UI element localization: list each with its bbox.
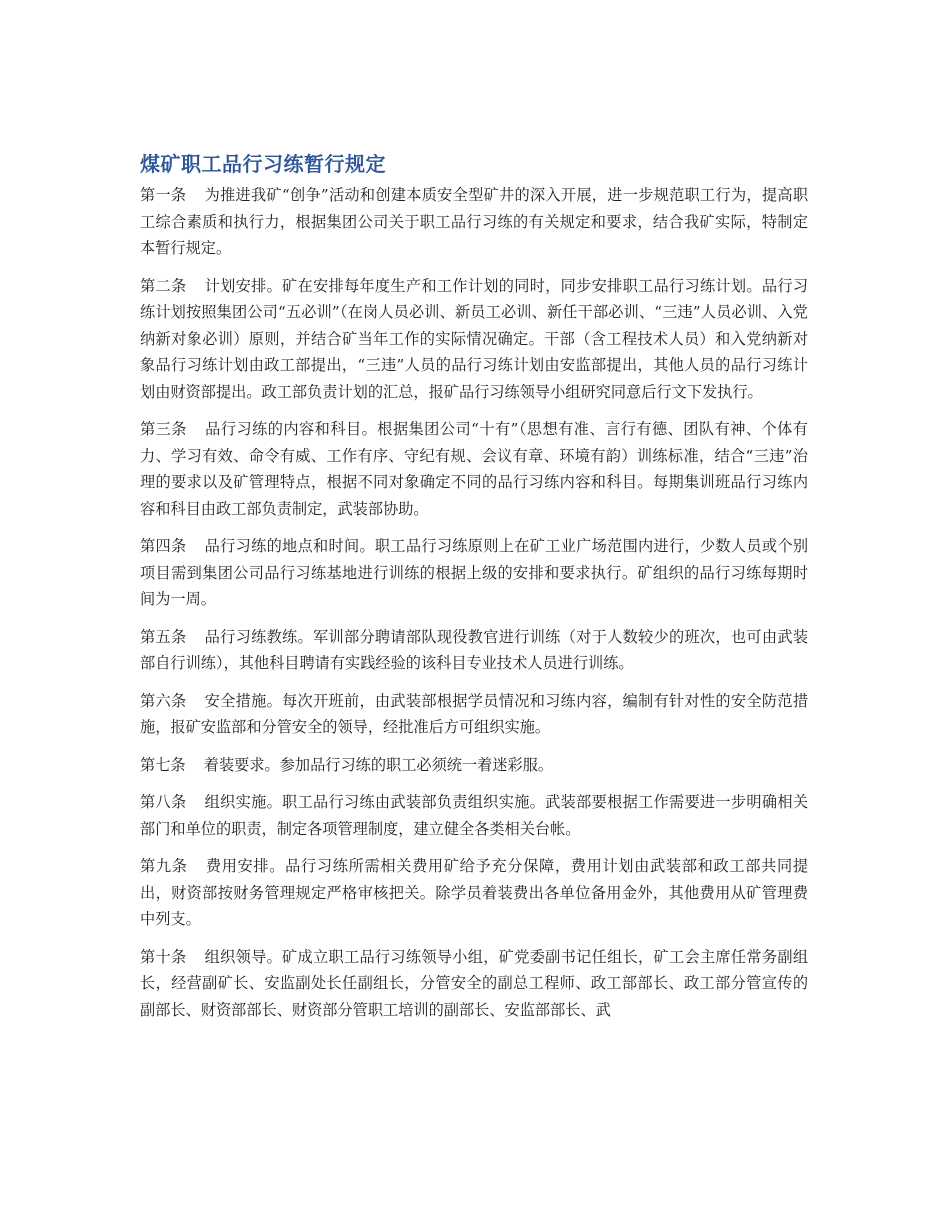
article-5: [140, 624, 808, 677]
document-title: 煤矿职工品行习练暂行规定: [140, 152, 386, 176]
article-text: 安全措施。每次开班前，由武装部根据学员情况和习练内容，编制有针对性的安全防范措施，报矿安监部和分管安全的领导，经批准后方可组织实施。: [140, 691, 809, 736]
article-2: [140, 273, 808, 406]
article-4: [140, 533, 808, 613]
article-text: 组织实施。职工品行习练由武装部负责组织实施。武装部要根据工作需要进一步明确相关部门和单位的职责，制定各项管理制度，建立健全各类相关台帐。: [140, 793, 809, 838]
article-1: [140, 182, 808, 262]
article-label: 第七条: [140, 755, 186, 774]
article-label: 第十条: [140, 947, 187, 966]
article-label: 第三条: [140, 420, 187, 438]
article-text: 品行习练教练。军训部分聘请部队现役教官进行训练（对于人数较少的班次，也可由武装部自行训练），其他科目聘请有实践经验的该科目专业技术人员进行训练。: [140, 627, 809, 672]
article-9: [140, 853, 808, 933]
article-10: [140, 944, 808, 1024]
article-text: 着装要求。参加品行习练的职工必须统一着迷彩服。: [203, 755, 554, 774]
article-label: 第九条: [140, 857, 188, 875]
article-text: 品行习练的地点和时间。职工品行习练原则上在矿工业广场范围内进行，少数人员或个别项目需到集团公司品行习练基地进行训练的根据上级的安排和要求执行。矿组织的品行习练每期时间为一周。: [140, 537, 809, 608]
article-text: 计划安排。矿在安排每年度生产和工作计划的同时，同步安排职工品行习练计划。品行习练计划按照集团公司“五必训”（在岗人员必训、新员工必训、新任干部必训、“三违”人员必训、入党纳新对象必训）原则，并结合矿当年工作的实际情况确定。干部（含工程技术人员）和入党纳新对象品行习练计划由政工部提出，“三违”人员的品行习练计划由安监部提出，其他人员的品行习练计划由财资部提出。政工部负责计划的汇总，报矿品行习练领导小组研究同意后行文下发执行。: [140, 276, 809, 401]
article-text: 为推进我矿“创争”活动和创建本质安全型矿井的深入开展，进一步规范职工行为，提高职工综合素质和执行力，根据集团公司关于职工品行习练的有关规定和要求，结合我矿实际，特制定本暂行规定。: [140, 186, 809, 257]
article-6: [140, 688, 808, 741]
article-text: 组织领导。矿成立职工品行习练领导小组，矿党委副书记任组长，矿工会主席任常务副组长，经营副矿长、安监副处长任副组长，分管安全的副总工程师、政工部部长、政工部分管宣传的副部长、财资部部长、财资部分管职工培训的副部长、安监部部长、武: [140, 947, 809, 1019]
article-label: 第二条: [140, 276, 187, 295]
article-3: [140, 416, 808, 522]
article-text: 品行习练的内容和科目。根据集团公司“十有”（思想有准、言行有德、团队有神、个体有力、学习有效、命令有威、工作有序、守纪有规、会议有章、环境有韵）训练标准，结合“三违”治理的要求以及矿管理特点，根据不同对象确定不同的品行习练内容和科目。每期集训班品行习练内容和科目由政工部负责制定，武装部协助。: [140, 420, 808, 518]
article-label: 第八条: [140, 793, 187, 811]
article-7: [140, 752, 808, 779]
article-label: 第四条: [140, 537, 187, 555]
article-label: 第五条: [140, 627, 187, 646]
article-label: 第六条: [140, 691, 187, 710]
article-8: [140, 789, 808, 842]
article-text: 费用安排。品行习练所需相关费用矿给予充分保障，费用计划由武装部和政工部共同提出，财资部按财务管理规定严格审核把关。除学员着装费出各单位备用金外，其他费用从矿管理费中列支。: [140, 857, 809, 928]
document-body: [140, 150, 808, 1034]
article-label: 第一条: [140, 186, 187, 204]
